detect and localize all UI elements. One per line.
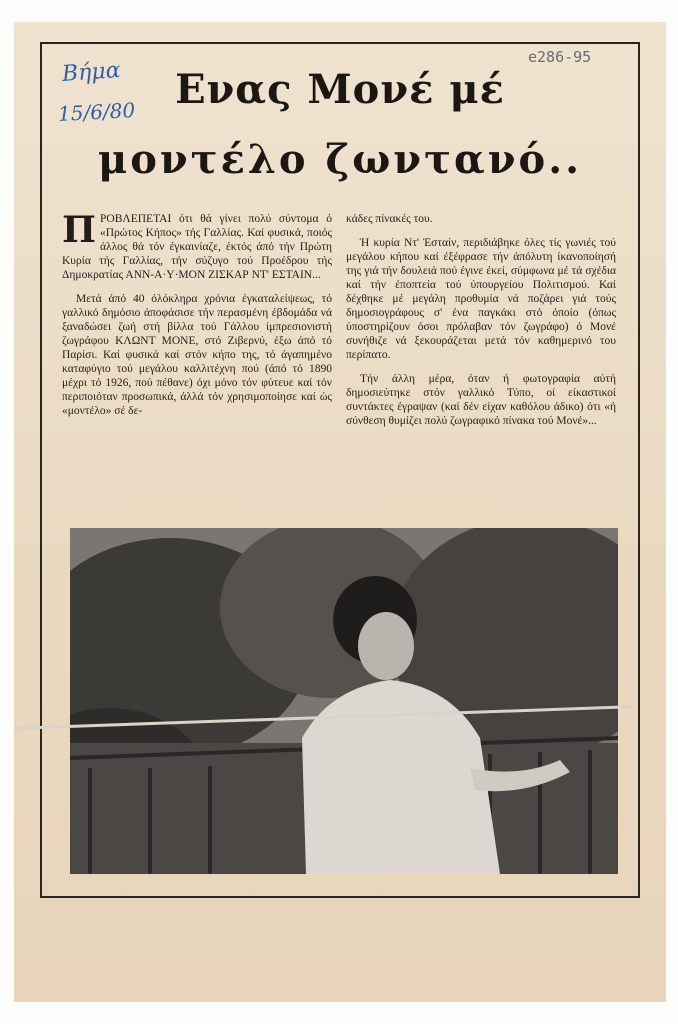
article-paragraph: Τήν άλλη μέρα, όταν ή φωτογραφία αύτή δημοσιεύτηκε στόν γαλλικό Τύπο, οί είκαστικοί συντάκτες έγραψαν (καί δέν είχαν καθόλου άδικο) ότι «ή σύνθεση θυμίζει πολύ ζωγραφικό πίνακα τού Μονέ»...	[346, 373, 616, 427]
article-paragraph: ΠΡΟΒΛΕΠΕΤΑΙ ότι θά γίνει πολύ σύντομα ό «Πρώτος Κήπος» τής Γαλλίας. Καί φυσικά, ποιός άλλος θά τόν έγκαινίαζε, έκτός άπό τήν Πρώτη Κυρία τής Γαλλίας, τήν σύζυγο τού Προέδρου τής Δημοκρατίας ΑΝΝ-Α·Υ·ΜΟΝ ΖΙΣΚΑΡ ΝΤ' ΕΣΤΑΙΝ...	[62, 209, 332, 281]
headline-line-2: μοντέλο ζωντανό..	[97, 136, 583, 183]
handwritten-newspaper-name: Βήμα	[61, 57, 122, 88]
photo-woman-on-bench-illustration	[70, 528, 618, 874]
headline-line-1: Ενας Μονέ μέ	[175, 66, 505, 113]
article-column-left	[62, 209, 332, 428]
handwritten-date: 15/6/80	[57, 97, 136, 127]
archive-code: e286-95	[528, 48, 592, 66]
article-paragraph: Ή κυρία Ντ' Έσταίν, περιδιάβηκε όλες τίς γωνιές τού μεγάλου κήπου καί έξέφρασε τήν άπόλυτη ίκανοποίησή της γιά τήν δουλειά πού έγινε έκεί, σύμφωνα μέ τά σχέδια καί τήν έποπτεία τού ύπουργείου Πολιτισμού. Καί δέχθηκε μέ μεγάλη προθυμία νά ποζάρει γιά τούς δημοσιογράφους σ' ένα παγκάκι στό όποίο (όπως ύποστηρίζουν όσοι πρόλαβαν τόν ζωγράφο) ό Μονέ συνήθιζε νά ξεκουράζεται μετά τόν καθημερινό του περίπατο.	[346, 237, 616, 361]
article-photo	[70, 528, 618, 874]
drop-cap: Π	[62, 209, 96, 251]
article-paragraph: κάδες πίνακές του.	[346, 213, 433, 225]
article-column-right	[346, 212, 616, 438]
article-paragraph: Μετά άπό 40 όλόκληρα χρόνια έγκαταλείψεως, τό γαλλικό δημόσιο άποφάσισε τήν περασμένη έβδομάδα νά ξαναδώσει ζωή στή βίλλα τού Γάλλου ίμπρεσιονιστή ζωγράφου ΚΛΩΝΤ ΜΟΝΕ, στό Ζιβερνύ, έξω άπό τό Παρίσι. Καί φυσικά καί στόν κήπο της, τό άγαπημένο καταφύγιο τού μεγάλου καλλιτέχνη πού (άπό τό 1890 μέχρι τό 1926, πού πέθανε) όχι μόνο τόν φύτευε καί τόν περιποιόταν προσωπικά, άλλά τόν χρησιμοποίησε καί ώς «μοντέλο» σέ δε-	[62, 293, 332, 417]
